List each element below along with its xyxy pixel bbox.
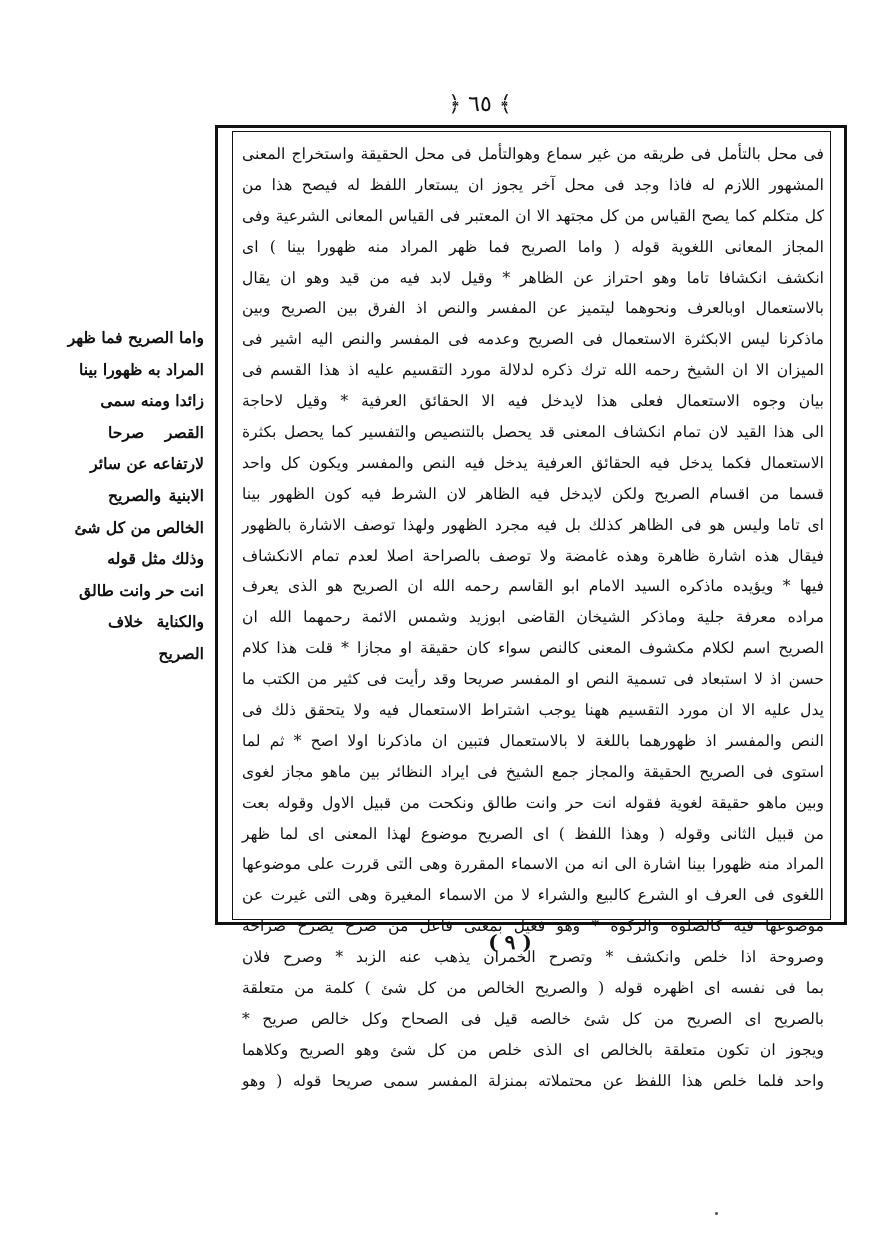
- text-line: بما فى نفسه اى اظهره قوله ( والصريح الخالص من كل شئ ) كلمة من متعلقة: [242, 979, 824, 998]
- margin-line: انت حر وانت طالق: [79, 580, 204, 600]
- text-line: المجاز المعانى اللغوية قوله ( واما الصريح فما ظهر المراد منه ظهورا بينا ) اى: [242, 237, 824, 256]
- margin-line: والكناية خلاف: [108, 612, 204, 632]
- commentary-text-block: [242, 139, 824, 1090]
- margin-line: الابنية والصريح: [108, 485, 204, 505]
- text-line: مراده معرفة جلية وماذكر الشيخان القاضى ابوزيد وشمس الائمة رحمهما الله ان: [242, 608, 824, 627]
- text-line: انكشف انكشافا تاما وهو احتراز عن الظاهر * وقيل لابد فيه من قيد وهو ان يقال: [242, 268, 824, 287]
- text-line: الصريح اسم لكلام مكشوف المعنى كالنص سواء كان حقيقة او مجازا * قلت هذا كلام: [242, 639, 824, 658]
- text-line: حسن اذ لا استبعاد فى تسمية النص او المفسر صريحا وقد رأيت فى كثير من الكتب ما: [242, 670, 824, 689]
- text-line: يدل عليه الا ان مورد التقسيم ههنا يوجب اشتراط الاستعمال فيه ولا يتحقق ذلك فى: [242, 701, 824, 720]
- margin-line: زائدا ومنه سمى: [100, 391, 204, 411]
- margin-line: الصريح: [158, 643, 204, 663]
- text-line: فى محل بالتأمل فى طريقه من غير سماع وهوالتأمل فى محل الحقيقة واستخراج المعنى: [242, 145, 824, 163]
- text-line: قسما من اقسام الصريح ولكن لايدخل فيه الظاهر لان الشرط فيه كون الظهور بينا: [242, 484, 824, 503]
- text-line: بيان وجوه الاستعمال فعلى هذا لايدخل فيه الا الحقائق العرفية * وقيل لاحاجة: [242, 392, 824, 411]
- signature-mark: ( ٩ ): [488, 930, 532, 954]
- text-line: فيها * ويؤيده ماذكره السيد الامام ابو القاسم رحمه الله ان الصريح هو الذى يعرف: [242, 577, 824, 596]
- text-line: وصروحة اذا خلص وانكشف * وتصرح الخمران يذهب عنه الزبد * وصرح فلان: [242, 948, 824, 967]
- margin-line: المراد به ظهورا بينا: [79, 359, 204, 379]
- text-line: كل متكلم كما يصح القياس من كل مجتهد الا ان المعتبر فى القياس المعانى الشرعية وفى: [242, 206, 824, 225]
- margin-line: القصر صرحا: [108, 422, 204, 442]
- text-line: فيقال هذه اشارة ظاهرة وهذه غامضة ولا توصف بالصراحة اصلا لعدم تمام الانكشاف: [242, 546, 824, 565]
- text-line: ماذكرنا ليس الابكثرة الاستعمال فى الصريح وعدمه فى المفسر والنص اليه اشير فى: [242, 330, 824, 349]
- text-line: النص والمفسر اذ ظهورهما باللغة لا بالاستعمال فتبين ان ماذكرنا اولا اصح * ثم لما: [242, 731, 824, 750]
- text-line: بالصريح اى الصريح من كل شئ خالصه قيل فى الصحاح وكل خالص صريح *: [242, 1009, 824, 1028]
- text-line: المراد منه ظهورا بينا اشارة الى انه من الاسماء المقررة وهى التى قررت على موضوعها: [242, 855, 824, 874]
- text-line: من قبيل الثانى وقوله ( وهذا اللفظ ) اى الصريح موضوع لهذا المعنى اى لما ظهر: [242, 824, 824, 843]
- margin-line: وذلك مثل قوله: [107, 549, 204, 569]
- text-line: موضوعها فيه كالصلوة والزكوة * وهو فعيل بمعنى فاعل من صرح يصرح صراحة: [242, 917, 824, 936]
- text-line: الى هذا القيد لان تمام انكشاف المعنى قد يحصل بالتنصيص والتفسير كما يحصل بكثرة: [242, 423, 824, 442]
- text-line: وبين ماهو حقيقة لغوية فقوله انت حر وانت طالق ونكحت من قبيل الاول وقوله بعت: [242, 793, 824, 812]
- text-line: المشهور اللازم له فاذا وجد فى محل آخر يجوز ان يستعار اللفظ له فيصح هذا من: [242, 175, 824, 194]
- text-line: ويجوز ان تكون متعلقة بالخالص اى الذى خلص من كل شئ وهو الصريح وكلاهما: [242, 1040, 824, 1059]
- text-line: الميزان الا ان الشيخ رحمه الله ترك ذكره لدلالة مورد التقسيم عليه اذ هذا القسم فى: [242, 361, 824, 380]
- margin-line: لارتفاعه عن سائر: [90, 454, 204, 474]
- text-line: استوى فى الصريح الحقيقة والمجاز جمع الشيخ فى ايراد النظائر بين ماهو مجاز لغوى: [242, 762, 824, 781]
- text-line: اللغوى فى العرف او الشرع كالبيع والشراء لا من الاسماء المغيرة وهى التى غيرت عن: [242, 886, 824, 905]
- text-line: الاستعمال فكما يدخل فيه الحقائق العرفية يدخل فيه النص والمفسر ويكون كل واحد: [242, 453, 824, 472]
- margin-line: واما الصريح فما ظهر: [67, 328, 204, 347]
- text-line: اى تاما وليس هو فى الظاهر كذلك بل فيه مجرد الظهور ولهذا توصف الاشارة بالظهور: [242, 515, 824, 534]
- text-line: بالاستعمال اوبالعرف ونحوهما ليتميز عن المفسر والنص اذ الفرق بين الصريح وبين: [242, 299, 824, 318]
- print-speck: [715, 1212, 718, 1215]
- page-number: ﴿ ٦٥ ﴾: [448, 92, 512, 117]
- margin-matn-text: [67, 322, 204, 670]
- text-line: واحد فلما خلص هذا اللفظ عن محتملاته بمنزلة المفسر سمى صريحا قوله ( وهو: [242, 1071, 824, 1090]
- margin-line: الخالص من كل شئ: [74, 517, 204, 537]
